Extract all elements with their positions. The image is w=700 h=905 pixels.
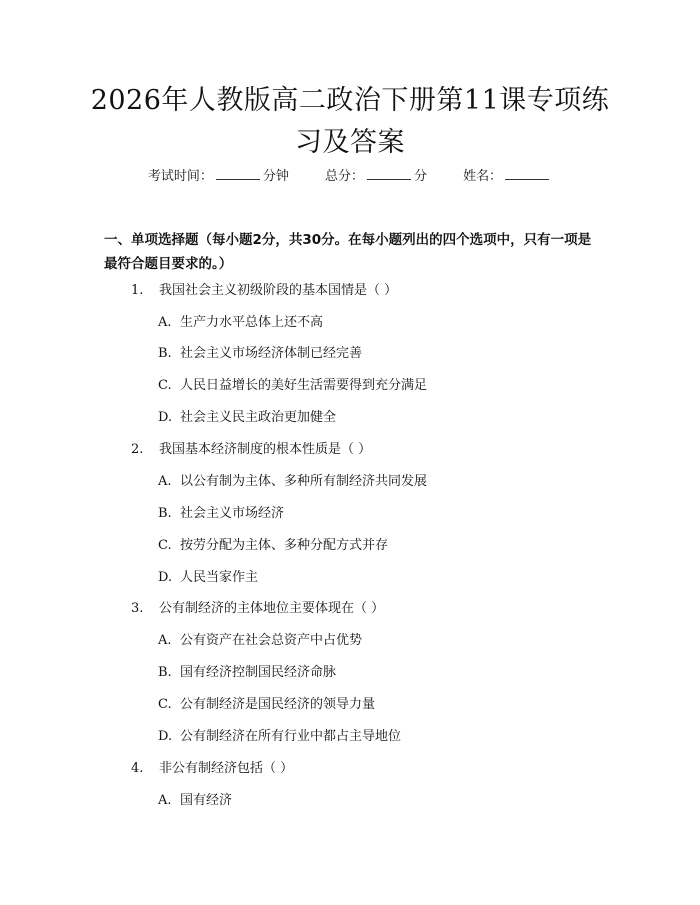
exam-time (148, 169, 289, 184)
exam-name (463, 169, 552, 184)
option-key: D. (158, 570, 173, 585)
question-2 (131, 441, 371, 459)
option-text: 社会主义市场经济 (180, 506, 285, 521)
option-key: A. (158, 633, 172, 648)
exam-score (325, 169, 427, 184)
option-3c (158, 696, 375, 714)
option-text: 以公有制为主体、多种所有制经济共同发展 (180, 474, 428, 489)
question-text: 非公有制经济包括（ ） (159, 761, 294, 776)
question-text: 公有制经济的主体地位主要体现在（ ） (159, 601, 385, 616)
question-1 (131, 282, 397, 300)
score-blank (367, 167, 411, 180)
option-1d (158, 409, 336, 427)
option-key: A. (158, 793, 172, 808)
score-unit: 分 (414, 169, 428, 184)
option-2c (158, 537, 388, 555)
option-key: B. (158, 665, 172, 680)
option-4a (158, 792, 232, 810)
question-text: 我国基本经济制度的根本性质是（ ） (159, 442, 372, 457)
option-3b (158, 664, 336, 682)
section-heading: 一、单项选择题（每小题2分，共30分。在每小题列出的四个选项中，只有一项是最符合题目要求的。） (104, 232, 592, 272)
option-text: 公有制经济是国民经济的领导力量 (180, 697, 376, 712)
option-key: D. (158, 729, 173, 744)
question-number: 4. (131, 761, 144, 776)
time-unit: 分钟 (262, 169, 289, 184)
question-4 (131, 760, 293, 778)
option-3d (158, 728, 401, 746)
option-text: 人民当家作主 (180, 570, 259, 585)
option-3a (158, 632, 362, 650)
title-line-1: 2026年人教版高二政治下册第11课专项练 (90, 85, 610, 116)
option-text: 国有经济 (180, 793, 233, 808)
option-key: C. (158, 697, 172, 712)
option-text: 人民日益增长的美好生活需要得到充分满足 (180, 378, 428, 393)
option-2b (158, 505, 284, 523)
document-title (80, 80, 620, 164)
option-key: D. (158, 410, 173, 425)
option-key: C. (158, 378, 172, 393)
option-key: B. (158, 346, 172, 361)
option-text: 公有制经济在所有行业中都占主导地位 (180, 729, 402, 744)
time-blank (216, 167, 260, 180)
question-text: 我国社会主义初级阶段的基本国情是（ ） (159, 283, 398, 298)
time-label: 考试时间： (147, 169, 213, 184)
exam-meta (0, 167, 700, 187)
option-key: A. (158, 474, 172, 489)
option-1b (158, 345, 362, 363)
question-3 (131, 600, 384, 618)
option-key: C. (158, 538, 172, 553)
name-blank (505, 167, 549, 180)
option-text: 公有资产在社会总资产中占优势 (180, 633, 363, 648)
option-2d (158, 569, 258, 587)
option-2a (158, 473, 427, 491)
option-text: 生产力水平总体上还不高 (180, 315, 324, 330)
option-text: 按劳分配为主体、多种分配方式并存 (180, 538, 389, 553)
option-text: 国有经济控制国民经济命脉 (180, 665, 337, 680)
option-1c (158, 377, 427, 395)
option-key: B. (158, 506, 172, 521)
question-number: 3. (131, 601, 144, 616)
option-text: 社会主义市场经济体制已经完善 (180, 346, 363, 361)
question-number: 2. (131, 442, 144, 457)
option-text: 社会主义民主政治更加健全 (180, 410, 337, 425)
title-line-2: 习及答案 (295, 127, 405, 158)
name-label: 姓名： (463, 169, 503, 184)
option-key: A. (158, 315, 172, 330)
option-1a (158, 314, 323, 332)
score-label: 总分： (324, 169, 364, 184)
question-number: 1. (131, 283, 144, 298)
